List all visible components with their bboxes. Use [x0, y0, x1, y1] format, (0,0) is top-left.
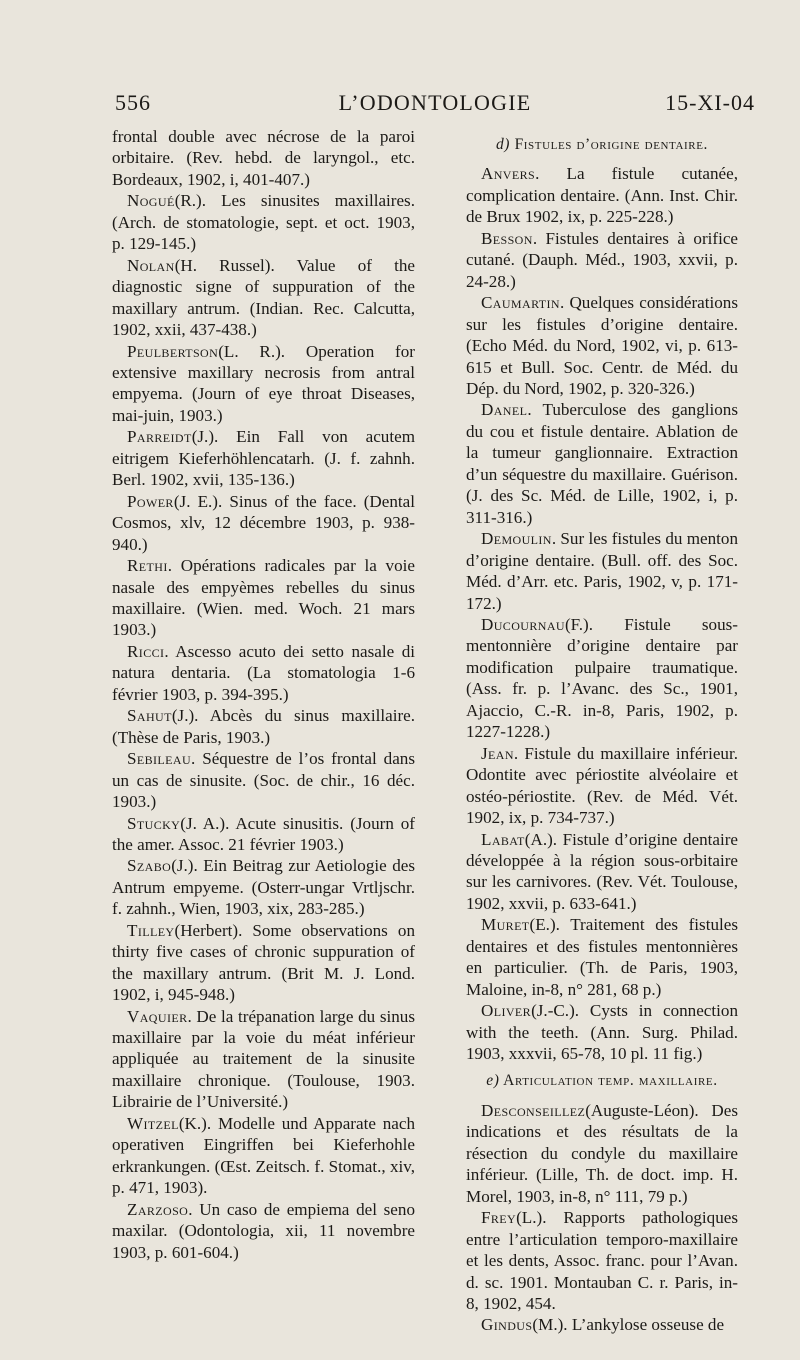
bib-entry: Anvers. La fistule cutanée, complication dentaire. (Ann. Inst. Chir. de Brux 1902, ix, p. 225-228.)	[466, 164, 738, 227]
bib-entry: Ducournau(F.). Fistule sous-mentonnière d’origine dentaire par modification pulpaire traumatique. (Ass. fr. p. l’Avanc. des Sc., 1901, Ajaccio, C.-R. in-8, Paris, 1902, p. 1227-1228.)	[466, 614, 738, 742]
section-heading-e: e) Articulation temp. maxillaire.	[486, 1072, 718, 1090]
bib-entry: Danel. Tuberculose des ganglions du cou et fistule dentaire. Ablation de la tumeur ganglionnaire. Extraction d’un séquestre du maxillaire. Guérison. (J. des Sc. Méd. de Lille, 1902, i, p. 311-316.)	[466, 400, 738, 527]
section-heading-d: d) Fistules d’origine dentaire.	[495, 136, 709, 153]
bib-entry: Labat(A.). Fistule d’origine dentaire développée à la région sous-orbitaire sur les carnivores. (Rev. Vét. Toulouse, 1902, xxvii, p. 633-641.)	[466, 829, 738, 913]
bib-entry: Witzel(K.). Modelle und Apparate nach operativen Eingriffen bei Kieferhohle erkrankungen. (Œst. Zeitsch. f. Stomat., xiv, p. 471, 1903).	[112, 1113, 415, 1198]
bib-entry: Ricci. Ascesso acuto dei setto nasale di natura dentaria. (La stomatologia 1-6 février 1903, p. 394-395.)	[112, 641, 415, 704]
bib-entry: Jean. Fistule du maxillaire inférieur. Odontite avec périostite alvéolaire et ostéo-périostite. (Rev. de Méd. Vét. 1902, ix, p. 734-737.)	[466, 743, 738, 828]
bib-entry: Zarzoso. Un caso de empiema del seno maxilar. (Odontologia, xii, 11 novembre 1903, p. 601-604.)	[112, 1199, 415, 1262]
bib-entry: Nogué(R.). Les sinusites maxillaires. (Arch. de stomatologie, sept. et oct. 1903, p. 129-145.)	[112, 191, 415, 254]
running-header	[115, 90, 755, 126]
bib-entry: Gindus(M.). L’ankylose osseuse de	[481, 1315, 725, 1335]
issue-date: 15-XI-04	[665, 90, 755, 115]
bib-entry: Oliver(J.-C.). Cysts in connection with the teeth. (Ann. Surg. Philad. 1903, xxxvii, 65-78, 10 pl. 11 fig.)	[466, 1001, 738, 1064]
bib-entry: frontal double avec nécrose de la paroi orbitaire. (Rev. hebd. de laryngol., etc. Bordeaux, 1902, i, 401-407.)	[112, 127, 415, 189]
bib-entry: Power(J. E.). Sinus of the face. (Dental Cosmos, xlv, 12 décembre 1903, p. 938-940.)	[112, 491, 415, 554]
bib-entry: Szabo(J.). Ein Beitrag zur Aetiologie des Antrum empyeme. (Osterr-ungar Vrtljschr. f. zahnh., Wien, 1903, xix, 283-285.)	[112, 856, 415, 919]
bib-entry: Frey(L.). Rapports pathologiques entre l’articulation temporo-maxillaire et les dents, Assoc. franc. pour l’Avan. d. sc. 1901. Montauban C. r. Paris, in-8, 1902, 454.	[466, 1208, 738, 1314]
bib-entry: Vaquier. De la trépanation large du sinus maxillaire par la voie du méat inférieur appliquée au traitement de la sinusite maxillaire chronique. (Toulouse, 1903. Librairie de l’Université.)	[112, 1006, 415, 1112]
bib-entry: Caumartin. Quelques considérations sur les fistules d’origine dentaire. (Echo Méd. du Nord, 1902, vi, p. 613-615 et Bull. Soc. Centr. de Méd. du Dép. du Nord, 1902, p. 320-326.)	[466, 293, 738, 398]
bib-entry: Nolan(H. Russel). Value of the diagnostic signe of suppuration of the maxillary antrum. (Indian. Rec. Calcutta, 1902, xxii, 437-438.)	[112, 255, 415, 340]
left-column	[112, 126, 415, 1263]
bib-entry: Rethi. Opérations radicales par la voie nasale des empyèmes rebelles du sinus maxillaire. (Wien. med. Woch. 21 mars 1903.)	[112, 556, 415, 640]
bib-entry: Peulbertson(L. R.). Operation for extensive maxillary necrosis from antral empyema. (Journ of eye throat Diseases, mai-juin, 1903.)	[112, 341, 415, 425]
bib-entry: Sahut(J.). Abcès du sinus maxillaire. (Thèse de Paris, 1903.)	[112, 706, 415, 747]
right-column	[466, 126, 738, 1336]
bib-entry: Besson. Fistules dentaires à orifice cutané. (Dauph. Méd., 1903, xxvii, p. 24-28.)	[466, 228, 738, 291]
bib-entry: Tilley(Herbert). Some observations on thirty five cases of chronic suppuration of the maxillary antrum. (Brit M. J. Lond. 1902, i, 945-948.)	[112, 920, 415, 1005]
bib-entry: Parreidt(J.). Ein Fall von acutem eitrigem Kieferhöhlencatarh. (J. f. zahnh. Berl. 1902, xvii, 135-136.)	[112, 427, 415, 490]
bib-entry: Stucky(J. A.). Acute sinusitis. (Journ of the amer. Assoc. 21 février 1903.)	[112, 813, 415, 854]
bib-entry: Demoulin. Sur les fistules du menton d’origine dentaire. (Bull. off. des Soc. Méd. d’Arr. etc. Paris, 1902, v, p. 171-172.)	[466, 529, 738, 613]
journal-title: L’ODONTOLOGIE	[338, 90, 532, 115]
bib-entry: Desconseillez(Auguste-Léon). Des indications et des résultats de la résection du condyle du maxillaire inférieur. (Lille, Th. de doct. imp. H. Morel, 1903, in-8, n° 111, 79 p.)	[466, 1100, 738, 1206]
page-number: 556	[115, 90, 151, 115]
bib-entry: Sebileau. Séquestre de l’os frontal dans un cas de sinusite. (Soc. de chir., 16 déc. 1903.)	[112, 749, 415, 812]
bib-entry: Muret(E.). Traitement des fistules dentaires et des fistules mentonnières en particulier. (Th. de Paris, 1903, Maloine, in-8, n° 281, 68 p.)	[466, 915, 738, 999]
